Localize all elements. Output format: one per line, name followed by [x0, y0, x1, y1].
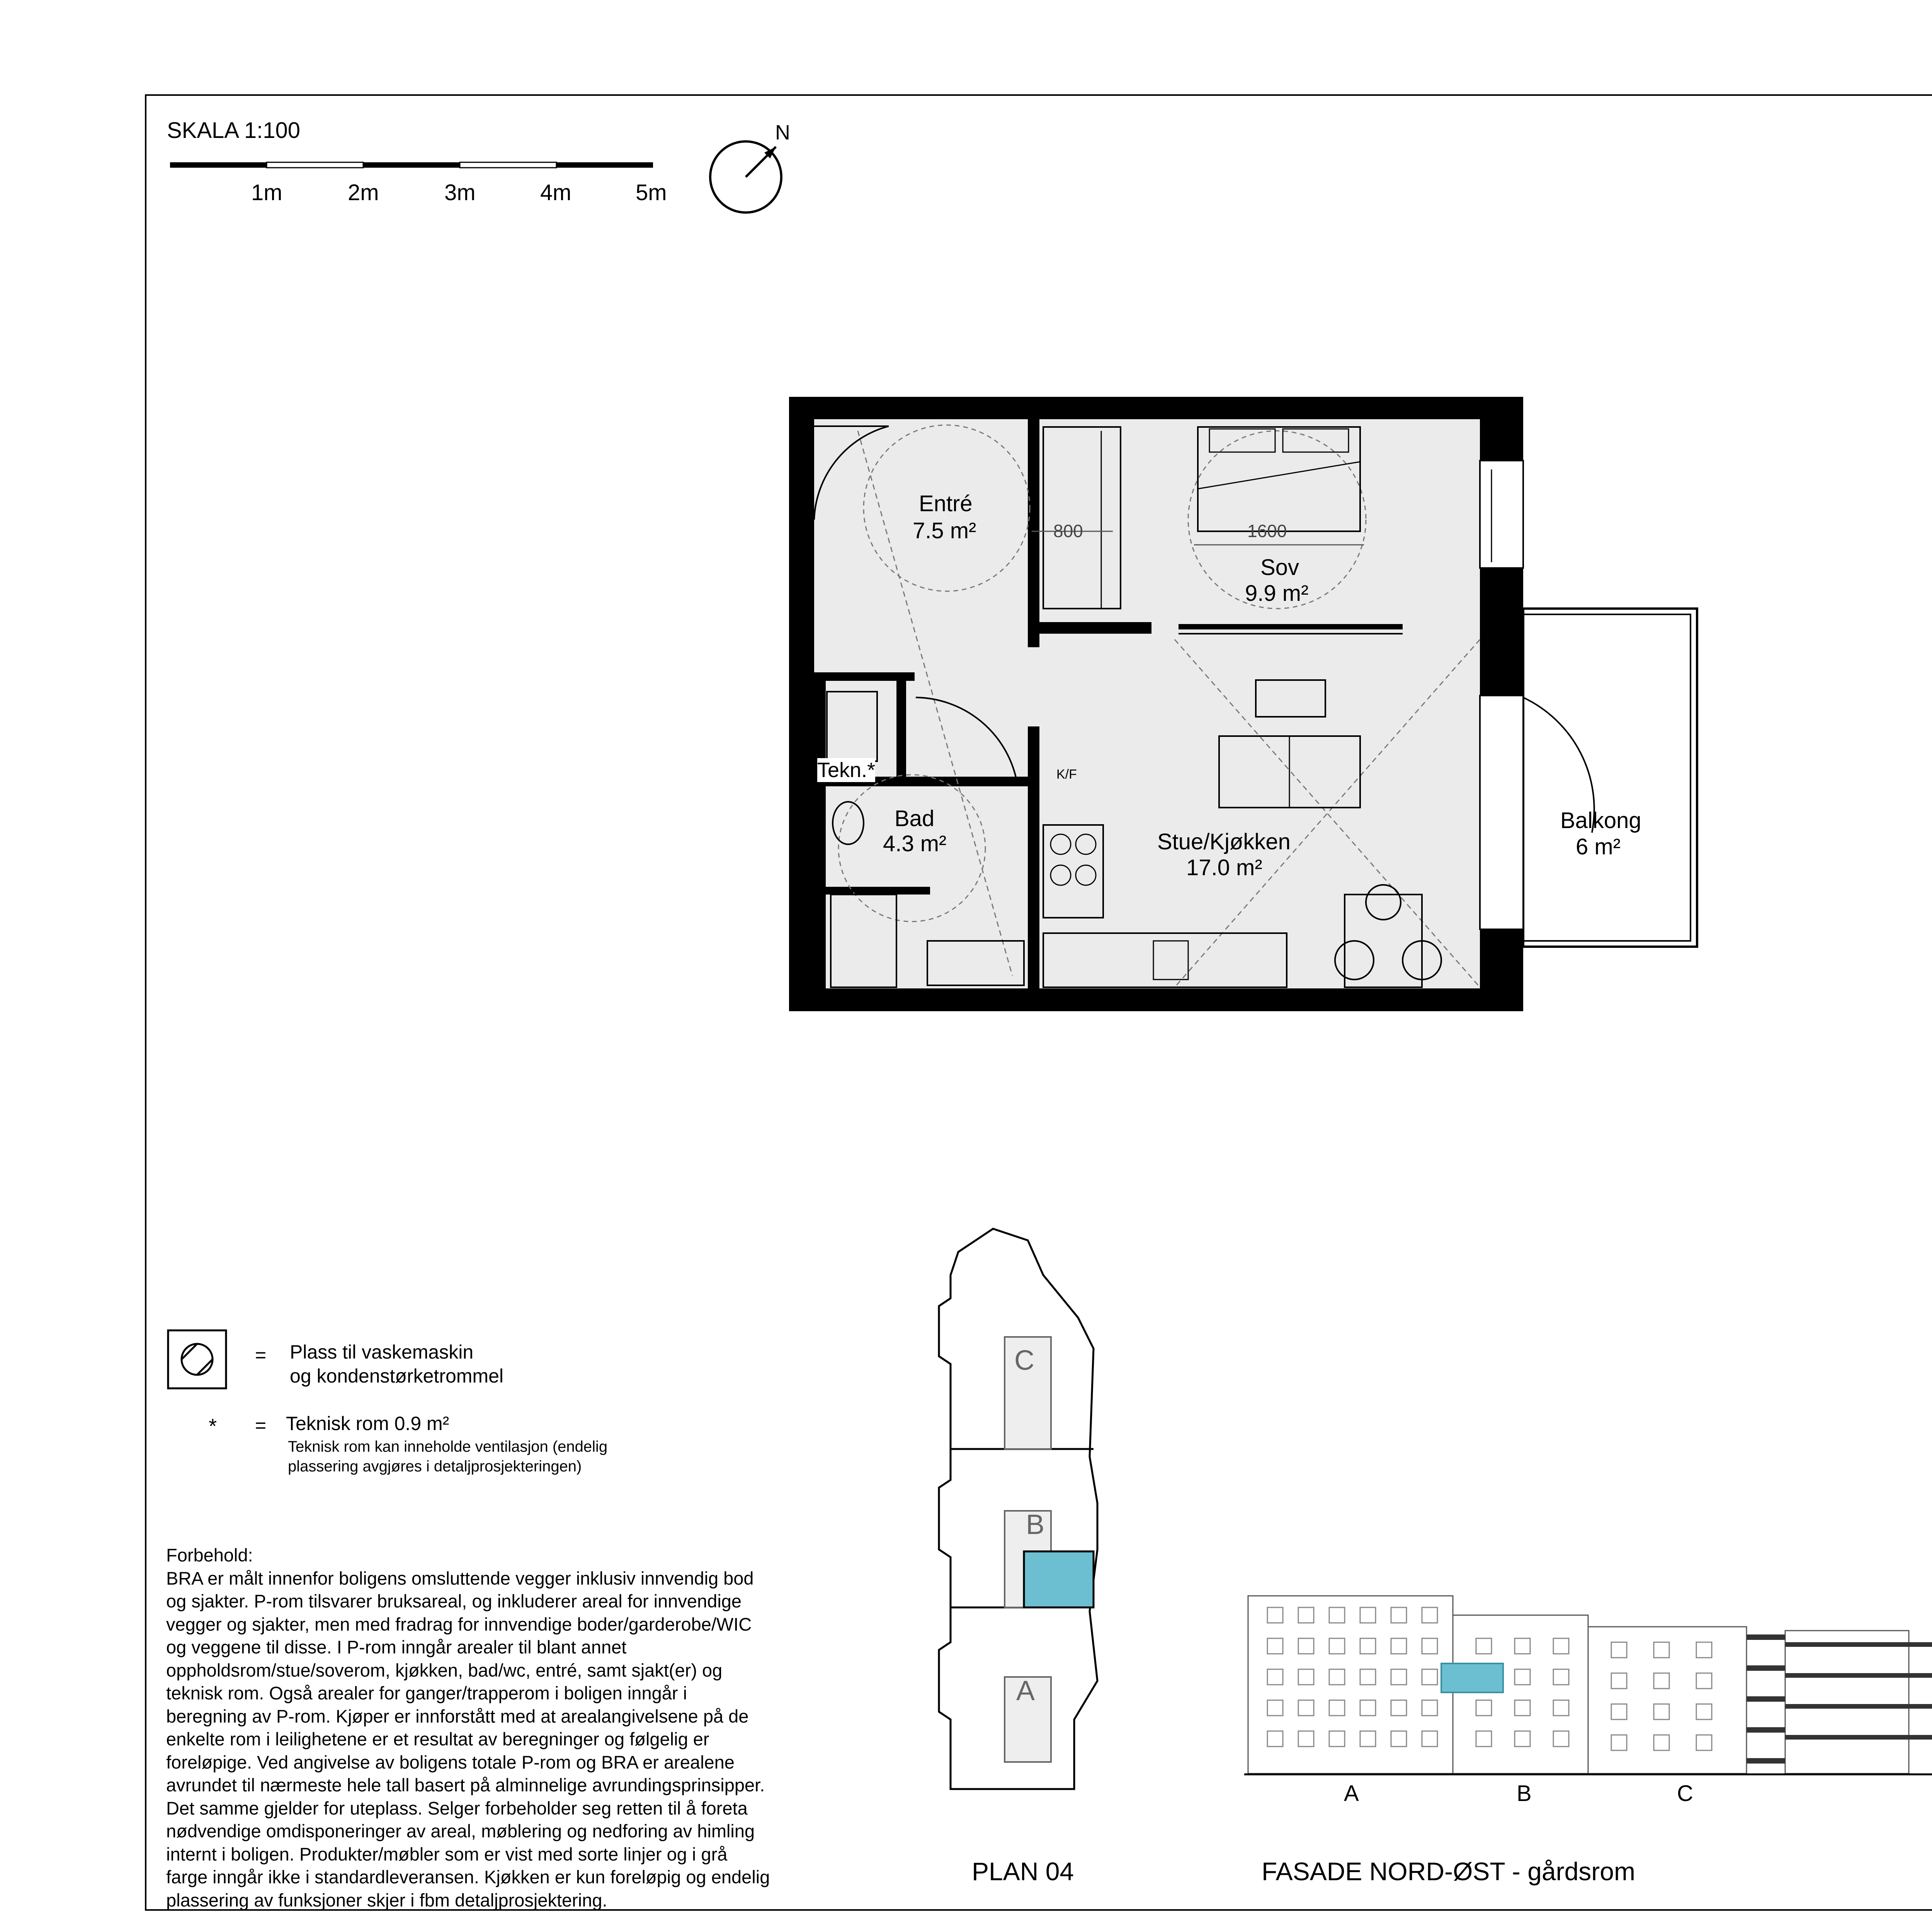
room-balkong-area: 6 m² [1576, 834, 1621, 859]
legend-tech-line2: plassering avgjøres i detaljprosjekteringen) [288, 1458, 582, 1475]
disclaimer-line: og sjakter. P-rom tilsvarer bruksareal, og inkluderer areal for innvendige [166, 1591, 742, 1611]
disclaimer-title: Forbehold: [166, 1545, 253, 1565]
disclaimer-line: plassering av funksjoner skjer i fbm detaljprosjektering. [166, 1889, 607, 1910]
room-bad-name: Bad [895, 806, 935, 831]
legend-eq-2: = [255, 1415, 267, 1436]
disclaimer-line: foreløpige. Ved angivelse av boligens totale P-rom og BRA er arealene [166, 1752, 735, 1772]
disclaimer-line: enkelte rom i leilighetene er et resultat av beregninger og følgelig er [166, 1729, 709, 1749]
legend-wash-line1: Plass til vaskemaskin [290, 1341, 474, 1363]
room-balkong-name: Balkong [1560, 808, 1641, 833]
legend-star: * [209, 1415, 217, 1438]
disclaimer-line: oppholdsrom/stue/soverom, kjøkken, bad/wc, entré, samt sjakt(er) og [166, 1660, 723, 1680]
disclaimer-line: beregning av P-rom. Kjøper er innforstått med at arealangivelsene på de [166, 1706, 749, 1726]
facade-section-a: A [1344, 1781, 1359, 1806]
facade-section-c: C [1677, 1781, 1693, 1806]
disclaimer-line: Det samme gjelder for uteplass. Selger forbeholder seg retten til å foreta [166, 1798, 748, 1818]
room-stue-area: 17.0 m² [1186, 855, 1262, 880]
disclaimer-line: teknisk rom. Også arealer for ganger/trapperom i boligen inngår i [166, 1683, 687, 1703]
room-entre-area: 7.5 m² [913, 518, 976, 543]
room-stue-name: Stue/Kjøkken [1157, 829, 1291, 854]
legend-eq-1: = [255, 1344, 267, 1366]
washer-dryer-icon [166, 1328, 232, 1394]
facade-elevation [1244, 1584, 1932, 1785]
room-bad-area: 4.3 m² [883, 831, 947, 856]
disclaimer-line: avrundet til nærmeste hele tall basert på alminnelige avrundingsprinsipper. [166, 1775, 765, 1795]
north-label: N [775, 121, 790, 144]
dimension-bed: 1600 [1247, 521, 1287, 541]
room-tekn-label: Tekn.* [817, 759, 876, 782]
scale-bar-graphic [166, 158, 676, 178]
disclaimer-line: og veggene til disse. I P-rom inngår arealer til blant annet [166, 1637, 627, 1657]
scale-tick-1m: 1m [251, 180, 282, 205]
disclaimer-line: farge inngår ikke i standardleveransen. Kjøkken er kun foreløpig og endelig [166, 1867, 770, 1887]
disclaimer [166, 1544, 846, 1912]
key-plan-block-a: A [1016, 1675, 1035, 1706]
scale-tick-2m: 2m [348, 180, 379, 205]
plan-04-label: PLAN 04 [972, 1857, 1074, 1886]
disclaimer-line: nødvendige omdisponeringer av areal, møblering og nedforing av himling [166, 1821, 755, 1841]
legend-tech-line1: Teknisk rom kan inneholde ventilasjon (endelig [288, 1438, 608, 1455]
scale-tick-4m: 4m [540, 180, 571, 205]
facade-label: FASADE NORD-ØST - gårdsrom [1262, 1857, 1635, 1886]
north-arrow-icon [702, 131, 795, 224]
key-plan-block-c: C [1014, 1345, 1034, 1376]
fridge-freezer-label: K/F [1056, 767, 1077, 782]
floor-plan [784, 392, 1712, 1018]
scale-tick-5m: 5m [636, 180, 667, 205]
disclaimer-line: BRA er målt innenfor boligens omsluttende vegger inklusiv innvendig bod [166, 1568, 754, 1588]
room-entre-name: Entré [919, 491, 973, 516]
legend-wash-line2: og kondenstørketrommel [290, 1365, 504, 1387]
room-sov-name: Sov [1260, 555, 1299, 580]
scale-tick-3m: 3m [444, 180, 476, 205]
disclaimer-line: vegger og sjakter, men med fradrag for innvendige boder/garderobe/WIC [166, 1614, 752, 1634]
legend-tech-title: Teknisk rom 0.9 m² [286, 1413, 449, 1434]
facade-section-b: B [1517, 1781, 1532, 1806]
room-sov-area: 9.9 m² [1245, 581, 1309, 606]
scale-label: SKALA 1:100 [167, 118, 301, 143]
key-plan-block-b: B [1026, 1509, 1045, 1540]
disclaimer-line: internt i boligen. Produkter/møbler som er vist med sorte linjer og i grå [166, 1844, 728, 1864]
dimension-wardrobe: 800 [1053, 521, 1083, 541]
